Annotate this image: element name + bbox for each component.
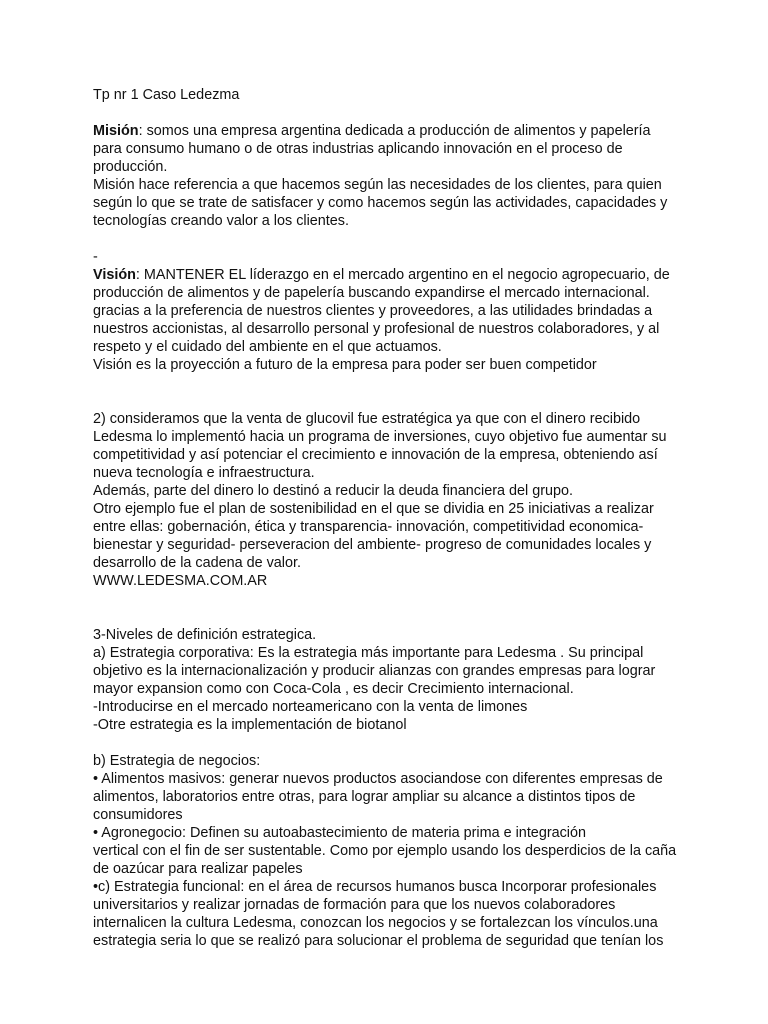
- section3-line: -Introducirse en el mercado norteamericano con la venta de limones: [93, 699, 528, 715]
- vision-line: Visión es la proyección a futuro de la empresa para poder ser buen competidor: [93, 357, 597, 373]
- mision-label: Misión: [93, 123, 139, 139]
- section2-line: desarrollo de la cadena de valor.: [93, 555, 302, 571]
- section-b-line: • Agronegocio: Definen su autoabastecimiento de materia prima e integración: [93, 825, 587, 841]
- section2-line: Además, parte del dinero lo destinó a reducir la deuda financiera del grupo.: [93, 483, 573, 499]
- section-b-line: estrategia seria lo que se realizó para solucionar el problema de seguridad que tenían los: [93, 933, 664, 949]
- vision-line: nuestros accionistas, al desarrollo personal y profesional de nuestros colaboradores, y al: [93, 321, 660, 337]
- section-b-line: consumidores: [93, 807, 183, 823]
- section3-line: a) Estrategia corporativa: Es la estrategia más importante para Ledesma . Su principal: [93, 645, 644, 661]
- section-b-line: internalicen la cultura Ledesma, conozcan los negocios y se fortalezcan los vínculos.una: [93, 915, 658, 931]
- section3-line: objetivo es la internacionalización y producir alianzas con grandes empresas para lograr: [93, 663, 656, 679]
- section2-line: competitividad y así potenciar el crecimiento e innovación de la empresa, obteniendo así: [93, 447, 658, 463]
- section3-line: -Otre estrategia es la implementación de biotanol: [93, 717, 407, 733]
- section2-line: bienestar y seguridad- perseveracion del ambiente- progreso de comunidades locales y: [93, 537, 652, 553]
- mision-line-1: [93, 122, 755, 140]
- vision-line-1: [93, 266, 755, 284]
- vision-line: gracias a la preferencia de nuestros clientes y proveedores, a las utilidades brindadas a: [93, 303, 653, 319]
- vision-label: Visión: [93, 267, 136, 283]
- mision-line: Misión hace referencia a que hacemos según las necesidades de los clientes, para quien: [93, 177, 662, 193]
- section2-line: Otro ejemplo fue el plan de sostenibilidad en el que se dividia en 25 iniciativas a realizar: [93, 501, 654, 517]
- vision-text-1: : MANTENER EL líderazgo en el mercado argentino en el negocio agropecuario, de: [135, 267, 670, 283]
- section2-line: nueva tecnología e infraestructura.: [93, 465, 315, 481]
- section2-line: entre ellas: gobernación, ética y transparencia- innovación, competitividad economica-: [93, 519, 644, 535]
- mision-line: producción.: [93, 159, 168, 175]
- section2-line: Ledesma lo implementó hacia un programa de inversiones, cuyo objetivo fue aumentar su: [93, 429, 667, 445]
- mision-line: para consumo humano o de otras industrias aplicando innovación en el proceso de: [93, 141, 623, 157]
- section-b-line: de oazúcar para realizar papeles: [93, 861, 303, 877]
- mision-line: según lo que se trate de satisfacer y como hacemos según las actividades, capacidades y: [93, 195, 668, 211]
- section-b-line: alimentos, laboratorios entre otras, para lograr ampliar su alcance a distintos tipos de: [93, 789, 636, 805]
- section3-heading: 3-Niveles de definición estrategica.: [93, 627, 317, 643]
- section-b-heading: b) Estrategia de negocios:: [93, 753, 261, 769]
- vision-line: respeto y el cuidado del ambiente en el que actuamos.: [93, 339, 442, 355]
- section3-line: mayor expansion como con Coca-Cola , es decir Crecimiento internacional.: [93, 681, 574, 697]
- document-title: Tp nr 1 Caso Ledezma: [93, 87, 240, 103]
- section-b-line: universitarios y realizar jornadas de formación para que los nuevos colaboradores: [93, 897, 616, 913]
- vision-line: producción de alimentos y de papelería buscando expandirse el mercado internacional.: [93, 285, 650, 301]
- ledesma-url: WWW.LEDESMA.COM.AR: [93, 573, 268, 589]
- document-body: [93, 86, 755, 950]
- section-b-line: vertical con el fin de ser sustentable. Como por ejemplo usando los desperdicios de la caña: [93, 843, 677, 859]
- mision-text-1: : somos una empresa argentina dedicada a producción de alimentos y papelería: [138, 123, 651, 139]
- mision-line: tecnologías creando valor a los clientes.: [93, 213, 349, 229]
- section-b-line: • Alimentos masivos: generar nuevos productos asociandose con diferentes empresas de: [93, 771, 663, 787]
- dash-line: -: [93, 249, 98, 265]
- section2-line: 2) consideramos que la venta de glucovil fue estratégica ya que con el dinero recibido: [93, 411, 641, 427]
- section-b-line: •c) Estrategia funcional: en el área de recursos humanos busca Incorporar profesionales: [93, 879, 657, 895]
